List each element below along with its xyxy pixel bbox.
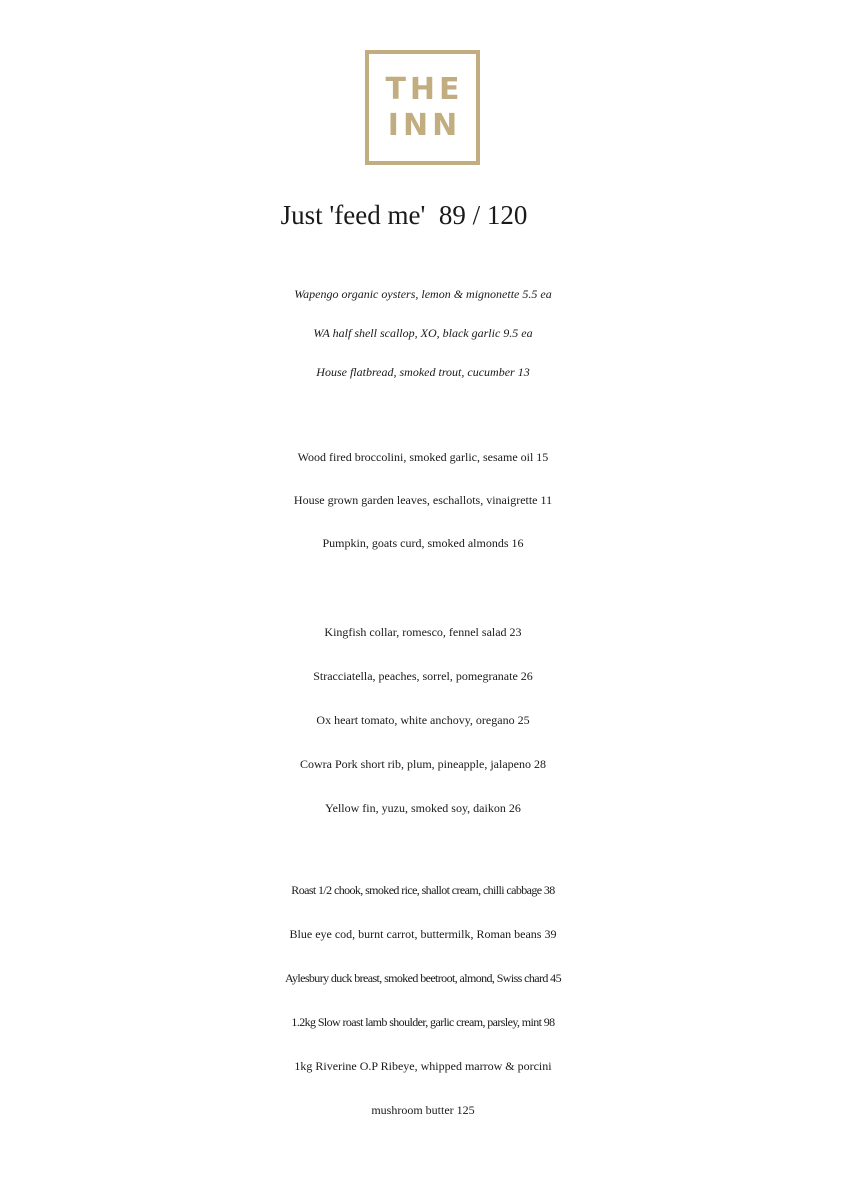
menu-item: Cowra Pork short rib, plum, pineapple, jalapeno 28 (300, 757, 546, 771)
menu-item: Stracciatella, peaches, sorrel, pomegranate 26 (313, 669, 533, 683)
menu-item: 1.2kg Slow roast lamb shoulder, garlic cream, parsley, mint 98 (291, 1015, 555, 1029)
menu-item: 1kg Riverine O.P Ribeye, whipped marrow & porcini (294, 1059, 552, 1073)
large-plates-section (0, 868, 846, 1132)
menu-title: Just 'feed me' 89 / 120 (280, 200, 528, 230)
menu-item: Pumpkin, goats curd, smoked almonds 16 (322, 536, 524, 550)
menu-item: Ox heart tomato, white anchovy, oregano 25 (316, 713, 530, 727)
menu-item: House grown garden leaves, eschallots, vinaigrette 11 (293, 493, 553, 507)
logo-line-2: INN (387, 107, 462, 143)
menu-item: WA half shell scallop, XO, black garlic 9.5 ea (313, 326, 533, 340)
menu-item: Wapengo organic oysters, lemon & mignonette 5.5 ea (294, 287, 552, 301)
sides-section (0, 436, 846, 565)
logo-line-1: THE (385, 71, 464, 107)
menu-item: Blue eye cod, burnt carrot, buttermilk, Roman beans 39 (289, 927, 557, 941)
menu-item: Yellow fin, yuzu, smoked soy, daikon 26 (325, 801, 521, 815)
menu-item: Wood fired broccolini, smoked garlic, sesame oil 15 (297, 450, 549, 464)
menu-item: Kingfish collar, romesco, fennel salad 23 (324, 625, 522, 639)
the-inn-logo (365, 50, 480, 165)
menu-item: House flatbread, smoked trout, cucumber 13 (316, 365, 530, 379)
menu-item: Roast 1/2 chook, smoked rice, shallot cream, chilli cabbage 38 (291, 883, 555, 897)
menu-item-continuation: mushroom butter 125 (371, 1103, 475, 1117)
starters-section (0, 275, 846, 392)
mains-section (0, 610, 846, 830)
menu-item: Aylesbury duck breast, smoked beetroot, almond, Swiss chard 45 (285, 971, 561, 985)
